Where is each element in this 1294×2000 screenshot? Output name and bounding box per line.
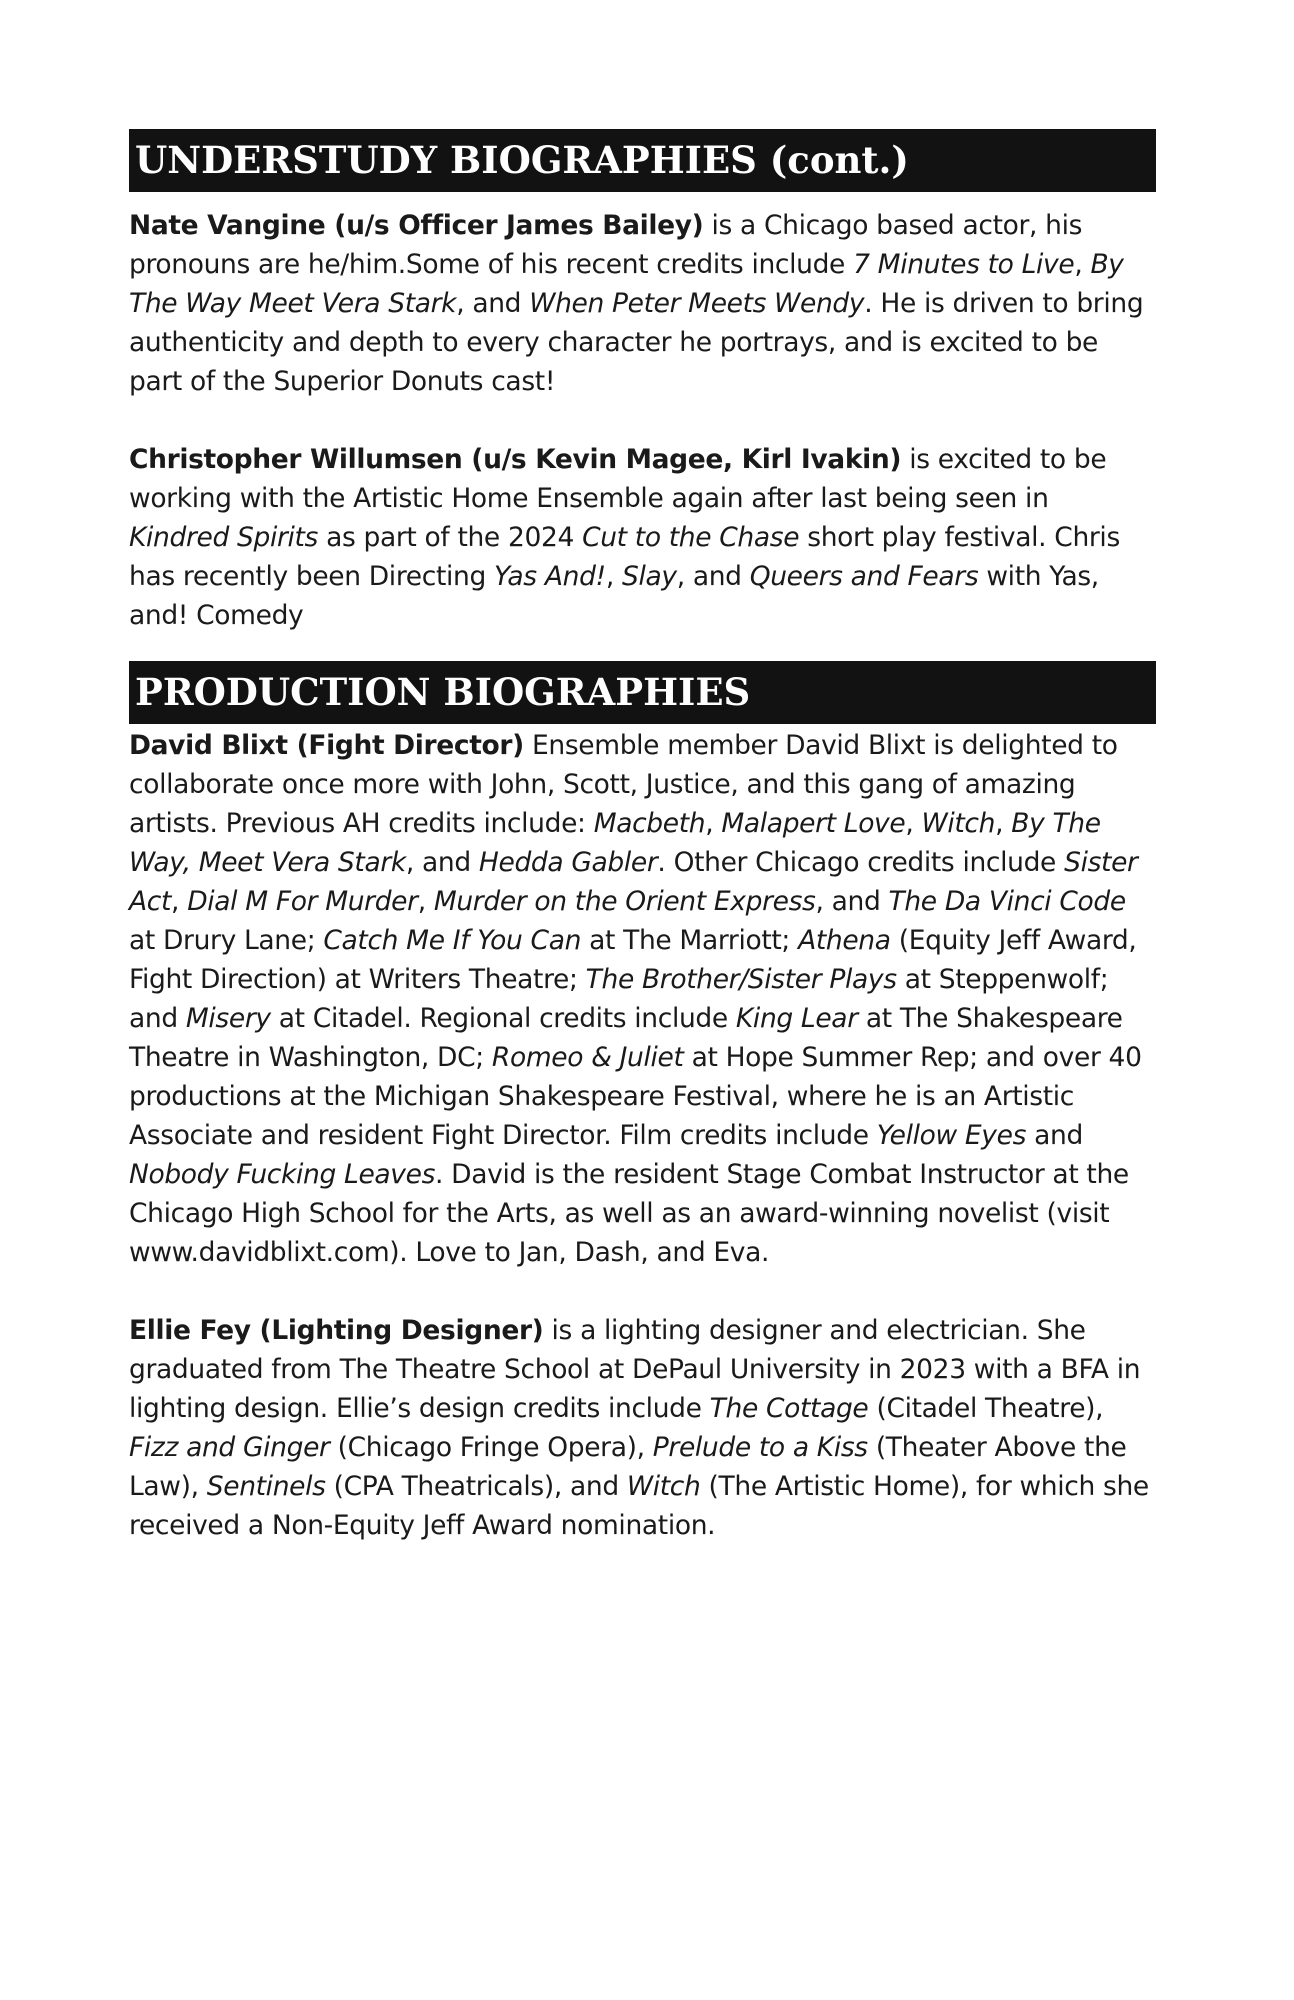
bio-title: Misery [185, 1003, 271, 1034]
bio-text: , and [456, 288, 530, 319]
bio-text: (Citadel Theatre), [868, 1393, 1104, 1424]
bio-text: short play festival. Chris has recently been Directing [129, 522, 1120, 592]
bio-text: , and [676, 561, 750, 592]
bio-ellie-fey [129, 1311, 1156, 1545]
bio-title: Dial M For Murder [187, 886, 418, 917]
bio-text: , [995, 808, 1012, 839]
bio-text: , [171, 886, 188, 917]
bio-title: By The Way Meet Vera Stark [129, 249, 1124, 319]
bio-text: , [905, 808, 922, 839]
bio-text: at Hope Summer Rep; and over 40 productions at the Michigan Shakespeare Festival, where he is an Artistic Associate and resident Fight Director. Film credits include [129, 1042, 1142, 1151]
bio-text: , [605, 561, 622, 592]
bio-title: Murder on the Orient Express [433, 886, 816, 917]
bio-text: , [1074, 249, 1091, 280]
bio-text: Ensemble member David Blixt is delighted to collaborate once more with John, Scott, Justice, and this gang of amazing artists. Previous AH credits include: [129, 730, 1118, 839]
bio-title: The Da Vinci Code [888, 886, 1126, 917]
bio-title: King Lear [735, 1003, 858, 1034]
bio-title: When Peter Meets Wendy [529, 288, 865, 319]
bio-nate-vangine [129, 206, 1156, 401]
bio-text: is excited to be working with the Artistic Home Ensemble again after last being seen in [129, 444, 1107, 514]
bio-title: Yellow Eyes [876, 1120, 1027, 1151]
bio-title: Witch [921, 808, 996, 839]
bio-title: The Cottage [709, 1393, 869, 1424]
bio-title: Malapert Love [721, 808, 906, 839]
bio-title: Hedda Gabler [478, 847, 658, 878]
bio-title: Kindred Spirits [129, 522, 319, 553]
bio-text: at The Marriott; [581, 925, 799, 956]
bio-name: Christopher Willumsen (u/s Kevin Magee, Kirl Ivakin) [129, 444, 902, 475]
bio-text: at The Shakespeare Theatre in Washington, DC; [129, 1003, 1123, 1073]
bio-title: Nobody Fucking Leaves [129, 1159, 436, 1190]
bio-title: Sister Act [129, 847, 1138, 917]
bio-text: at Drury Lane; [129, 925, 324, 956]
bio-text: and [1026, 1120, 1083, 1151]
bio-text: is a Chicago based actor, his pronouns are he/him.Some of his recent credits include [129, 210, 1083, 280]
bio-title: Fizz and Ginger [129, 1432, 330, 1463]
bio-name: Nate Vangine (u/s Officer James Bailey) [129, 210, 704, 241]
bio-title: Prelude to a Kiss [652, 1432, 868, 1463]
bio-text: (Theater Above the Law), [129, 1432, 1127, 1502]
bio-text: . He is driven to bring authenticity and depth to every character he portrays, and is excited to be part of the Superior Donuts cast! [129, 288, 1144, 397]
bio-text: at Citadel. Regional credits include [270, 1003, 736, 1034]
bio-text: is a lighting designer and electrician. She graduated from The Theatre School at DePaul University in 2023 with a BFA in lighting design. Ellie’s design credits include [129, 1315, 1141, 1424]
bio-text: . David is the resident Stage Combat Instructor at the Chicago High School for the Arts, as well as an award-winning novelist (visit www.davidblixt.com). Love to Jan, Dash, and Eva. [129, 1159, 1129, 1268]
understudy-section-header: UNDERSTUDY BIOGRAPHIES (cont.) [129, 129, 1156, 192]
bio-title: Catch Me If You Can [323, 925, 582, 956]
bio-title: Queers and Fears [749, 561, 979, 592]
bio-text: (Equity Jeff Award, Fight Direction) at Writers Theatre; [129, 925, 1137, 995]
bio-text: with Yas, and! Comedy [129, 561, 1099, 631]
bio-text: at Steppenwolf; and [129, 964, 1109, 1034]
bio-title: Witch [626, 1471, 701, 1502]
bio-title: The Brother/Sister Plays [585, 964, 897, 995]
program-page [129, 129, 1156, 1545]
bio-title: Cut to the Chase [582, 522, 800, 553]
bio-title: Sentinels [206, 1471, 326, 1502]
bio-title: Macbeth [593, 808, 706, 839]
bio-text: . Other Chicago credits include [657, 847, 1065, 878]
bio-christopher-willumsen [129, 440, 1156, 635]
bio-name: David Blixt (Fight Director) [129, 730, 524, 761]
bio-text: , and [815, 886, 889, 917]
bio-text: , [417, 886, 434, 917]
production-section-header: PRODUCTION BIOGRAPHIES [129, 661, 1156, 724]
bio-title: Slay [621, 561, 677, 592]
bio-david-blixt [129, 726, 1156, 1272]
bio-text: , and [405, 847, 479, 878]
bio-title: Athena [798, 925, 891, 956]
bio-title: Yas And! [494, 561, 606, 592]
bio-name: Ellie Fey (Lighting Designer) [129, 1315, 544, 1346]
bio-title: Romeo & Juliet [491, 1042, 684, 1073]
bio-title: By The Way, Meet Vera Stark [129, 808, 1101, 878]
bio-text: , [705, 808, 722, 839]
bio-text: (Chicago Fringe Opera), [329, 1432, 653, 1463]
bio-text: (The Artistic Home), for which she received a Non-Equity Jeff Award nomination. [129, 1471, 1149, 1541]
bio-title: 7 Minutes to Live [853, 249, 1075, 280]
bio-text: as part of the 2024 [318, 522, 583, 553]
bio-text: (CPA Theatricals), and [325, 1471, 627, 1502]
